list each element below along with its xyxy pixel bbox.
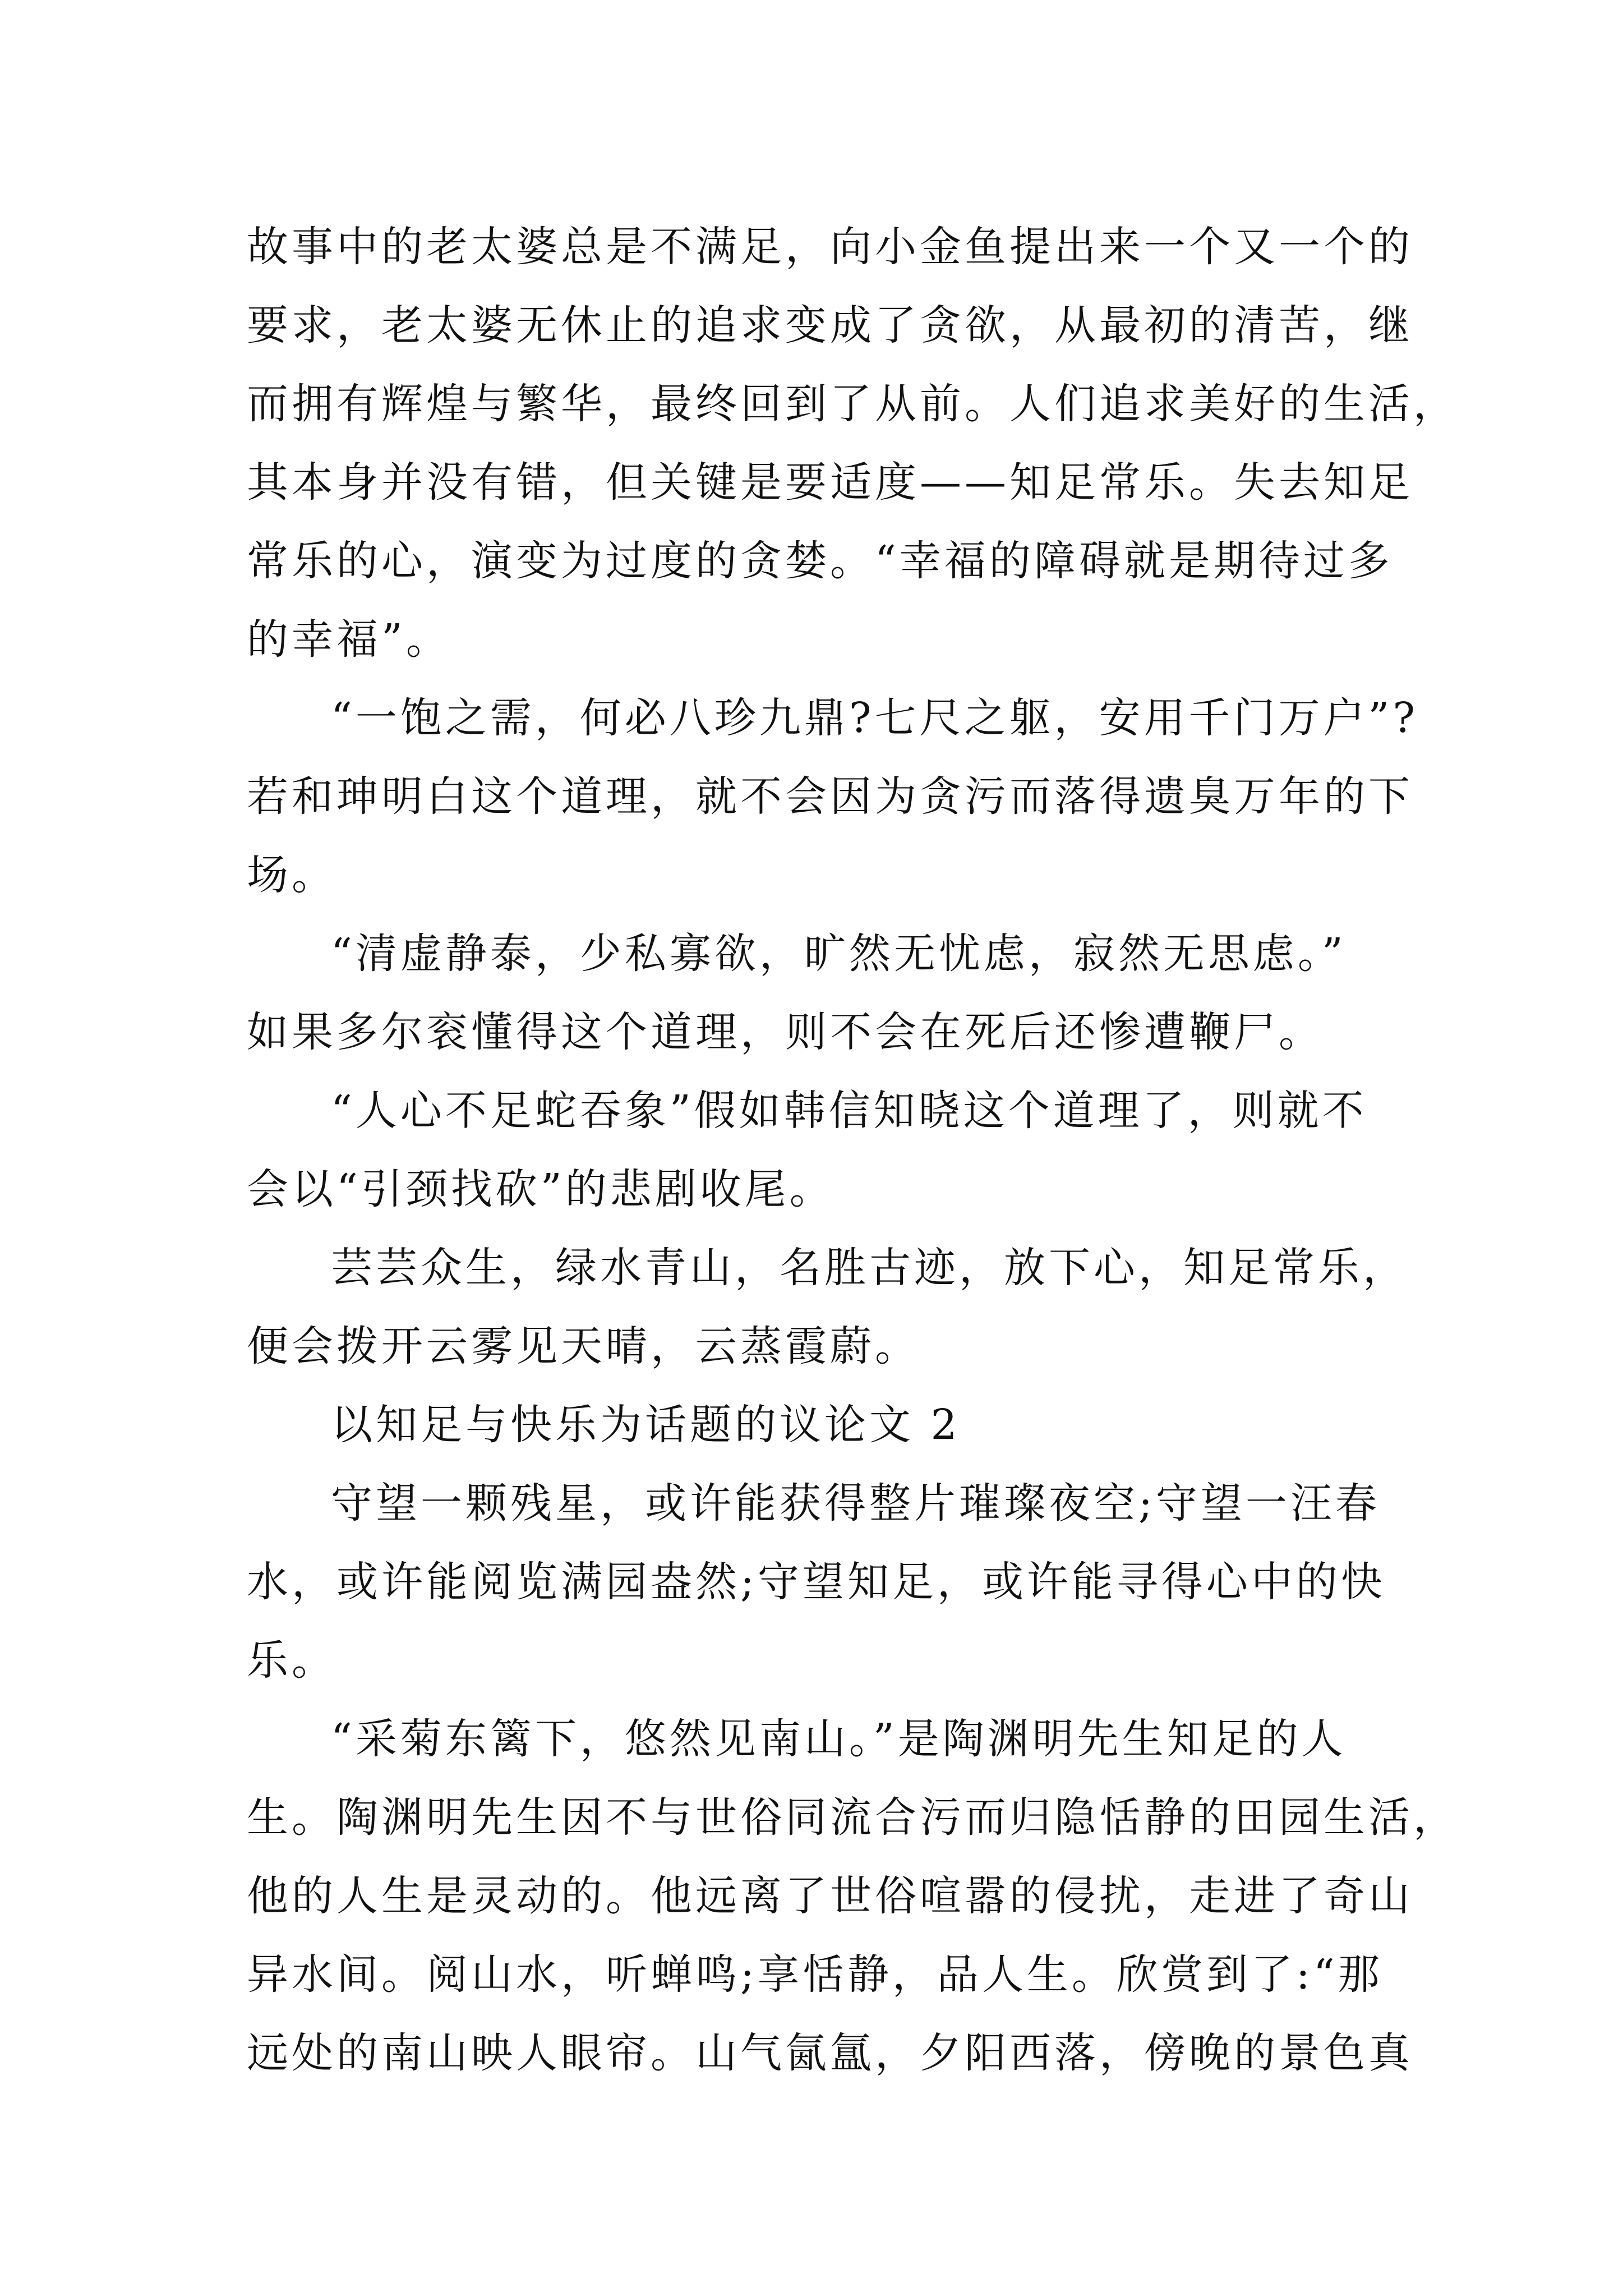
text-line: 如果多尔衮懂得这个道理，则不会在死后还惨遭鞭尸。 bbox=[247, 1008, 1324, 1056]
text-line: 的幸福”。 bbox=[247, 615, 451, 664]
document-body bbox=[247, 208, 1458, 2092]
text-line: 常乐的心，演变为过度的贪婪。“幸福的障碍就是期待过多 bbox=[247, 537, 1393, 585]
text-line: 远处的南山映人眼帘。山气氤氲，夕阳西落，傍晚的景色真 bbox=[247, 2029, 1413, 2077]
text-line: 他的人生是灵动的。他远离了世俗喧嚣的侵扰，走进了奇山 bbox=[247, 1872, 1413, 1920]
text-line: 以知足与快乐为话题的议论文 2 bbox=[331, 1401, 961, 1449]
text-line: 会以“引颈找砍”的悲剧收尾。 bbox=[247, 1165, 834, 1213]
text-line: 而拥有辉煌与繁华，最终回到了从前。人们追求美好的生活， bbox=[247, 380, 1458, 428]
text-line: 便会拨开云雾见天晴，云蒸霞蔚。 bbox=[247, 1322, 920, 1370]
text-line: “清虚静泰，少私寡欲，旷然无忧虑，寂然无思虑。” bbox=[331, 930, 1347, 978]
text-line: 要求，老太婆无休止的追求变成了贪欲，从最初的清苦，继 bbox=[247, 301, 1413, 349]
text-line: 水，或许能阅览满园盎然;守望知足，或许能寻得心中的快 bbox=[247, 1558, 1386, 1606]
text-line: 其本身并没有错，但关键是要适度——知足常乐。失去知足 bbox=[247, 458, 1413, 507]
text-line: “人心不足蛇吞象”假如韩信知晓这个道理了，则就不 bbox=[331, 1087, 1367, 1135]
text-line: 生。陶渊明先生因不与世俗同流合污而归隐恬静的田园生活， bbox=[247, 1793, 1458, 1842]
text-line: 乐。 bbox=[247, 1636, 336, 1685]
text-line: 异水间。阅山水，听蝉鸣;享恬静，品人生。欣赏到了:“那 bbox=[247, 1950, 1383, 1999]
text-line: 守望一颗残星，或许能获得整片璀璨夜空;守望一汪春 bbox=[331, 1479, 1380, 1527]
text-line: 芸芸众生，绿水青山，名胜古迹，放下心，知足常乐， bbox=[331, 1244, 1408, 1292]
text-line: 故事中的老太婆总是不满足，向小金鱼提出来一个又一个的 bbox=[247, 223, 1413, 271]
text-line: “采菊东篱下，悠然见南山。”是陶渊明先生知足的人 bbox=[331, 1715, 1347, 1763]
text-line: 场。 bbox=[247, 851, 336, 899]
text-line: “一饱之需，何必八珍九鼎?七尺之躯，安用千门万户”? bbox=[331, 694, 1419, 742]
text-line: 若和珅明白这个道理，就不会因为贪污而落得遗臭万年的下 bbox=[247, 772, 1413, 821]
